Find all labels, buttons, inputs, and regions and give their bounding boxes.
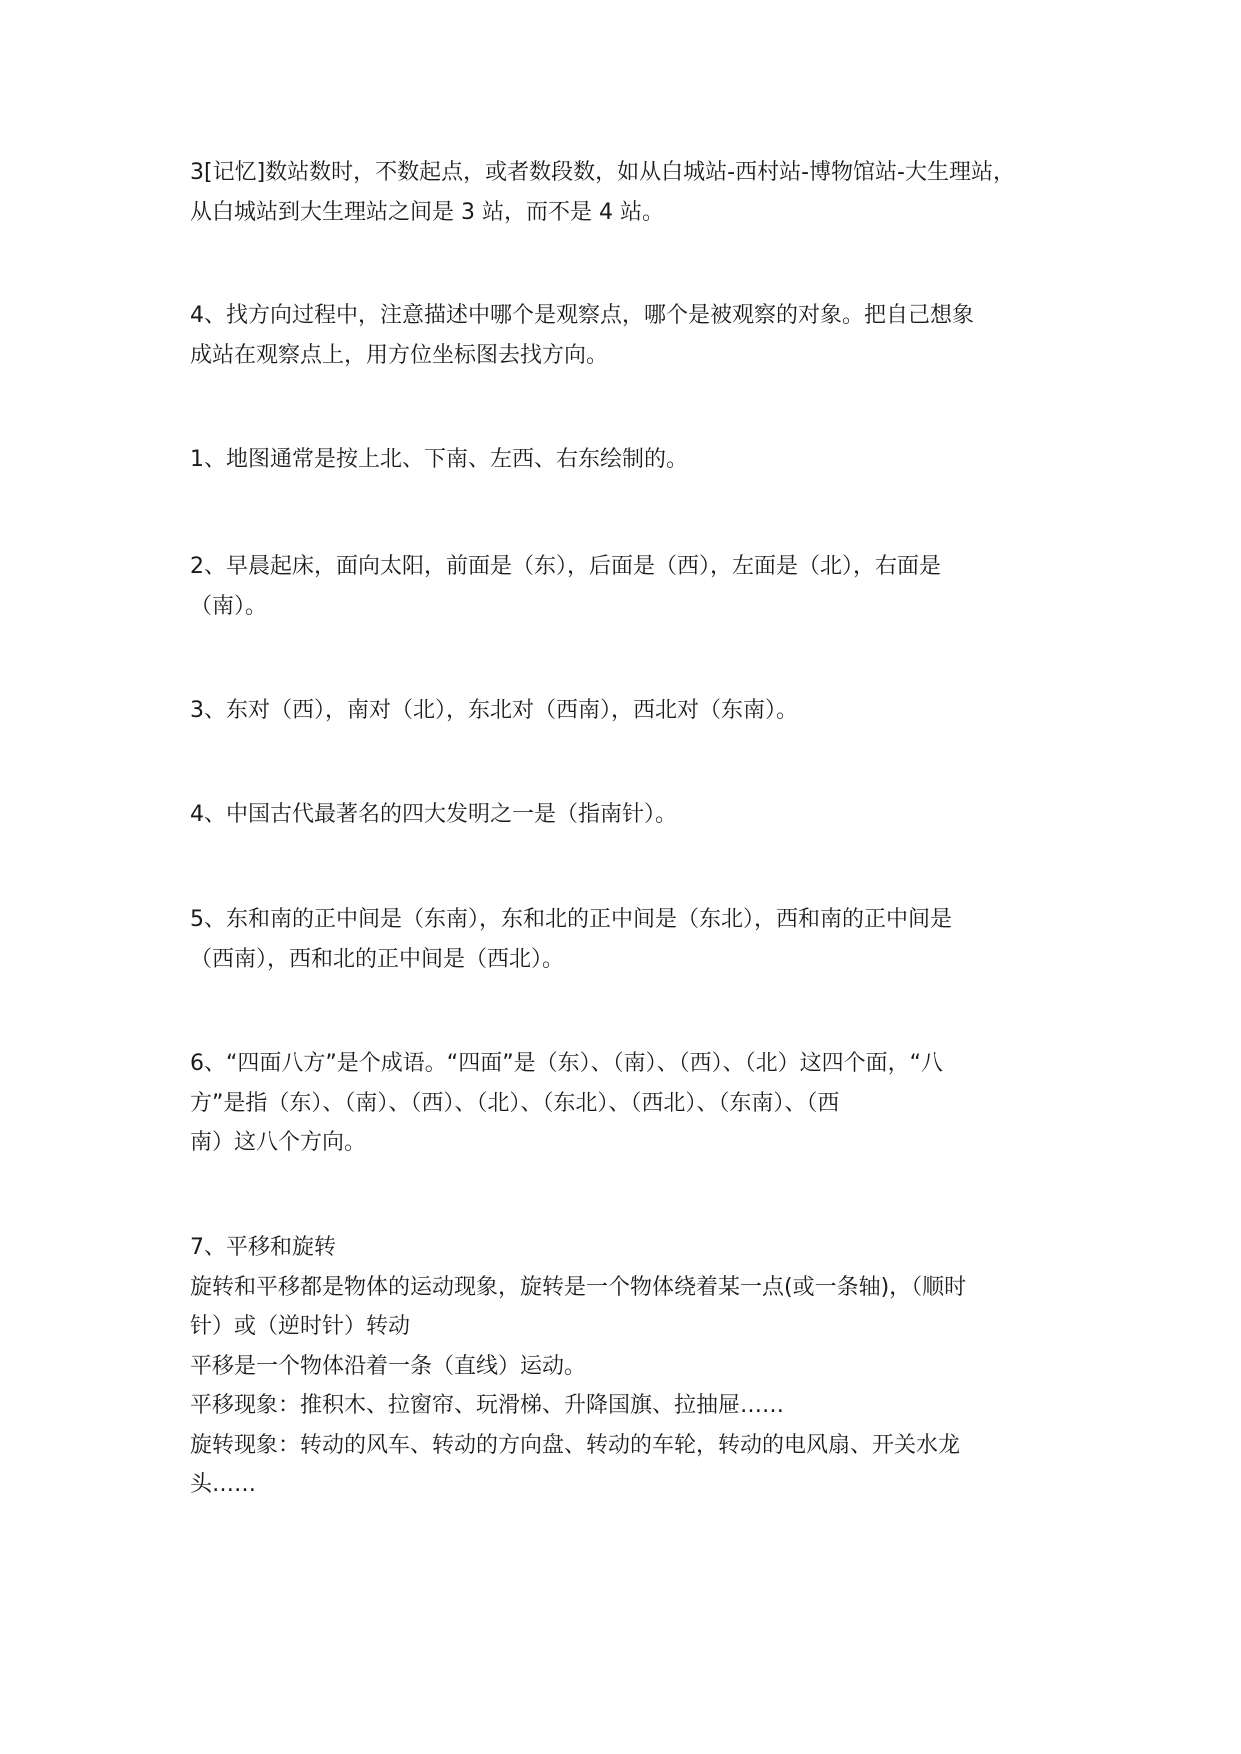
text-line: 针）或（逆时针）转动 — [190, 1314, 411, 1339]
paragraph-idiom — [190, 1044, 1070, 1163]
text-line: 方”是指（东）、（南）、（西）、（北）、（东北）、（西北）、（东南）、（西 — [190, 1090, 840, 1116]
text-line: 2、早晨起床，面向太阳，前面是（东），后面是（西），左面是（北），右面是 — [190, 554, 941, 579]
text-line: 4、找方向过程中，注意描述中哪个是观察点，哪个是被观察的对象。把自己想象 — [190, 303, 974, 328]
text-line: 成站在观察点上，用方位坐标图去找方向。 — [190, 342, 609, 368]
text-line: 旋转现象：转动的风车、转动的方向盘、转动的车轮，转动的电风扇、开关水龙 — [190, 1432, 961, 1458]
text-line: 4、中国古代最著名的四大发明之一是（指南针）。 — [190, 802, 677, 827]
paragraph-compass — [190, 795, 1070, 835]
text-line: 从白城站到大生理站之间是 3 站，而不是 4 站。 — [190, 199, 664, 225]
paragraph-opposite-directions — [190, 691, 1070, 731]
text-line: 5、东和南的正中间是（东南），东和北的正中间是（东北），西和南的正中间是 — [190, 907, 952, 932]
paragraph-map-orientation — [190, 440, 1070, 480]
paragraph-translation-rotation — [190, 1228, 1070, 1505]
paragraph-facing-sun — [190, 547, 1070, 626]
text-line: 3[记忆]数站数时，不数起点，或者数段数，如从白城站-西村站-博物馆站-大生理站， — [190, 160, 1015, 185]
text-line: 6、“四面八方”是个成语。“四面”是（东）、（南）、（西）、（北）这四个面，“八 — [190, 1051, 943, 1076]
text-line: 7、平移和旋转 — [190, 1235, 336, 1260]
text-line: 平移是一个物体沿着一条（直线）运动。 — [190, 1353, 587, 1379]
text-line: 头…… — [190, 1472, 257, 1497]
paragraph-intermediate-directions — [190, 900, 1070, 979]
text-line: 平移现象：推积木、拉窗帘、玩滑梯、升降国旗、拉抽屉…… — [190, 1393, 785, 1418]
text-line: （西南），西和北的正中间是（西北）。 — [190, 946, 565, 972]
text-line: 南）这八个方向。 — [190, 1130, 367, 1155]
text-line: 旋转和平移都是物体的运动现象，旋转是一个物体绕着某一点(或一条轴)，（顺时 — [190, 1274, 967, 1300]
paragraph-station-counting — [190, 153, 1070, 232]
text-line: 1、地图通常是按上北、下南、左西、右东绘制的。 — [190, 447, 688, 472]
text-line: 3、东对（西），南对（北），东北对（西南），西北对（东南）。 — [190, 698, 798, 723]
paragraph-finding-direction — [190, 296, 1070, 375]
text-line: （南）。 — [190, 593, 268, 619]
